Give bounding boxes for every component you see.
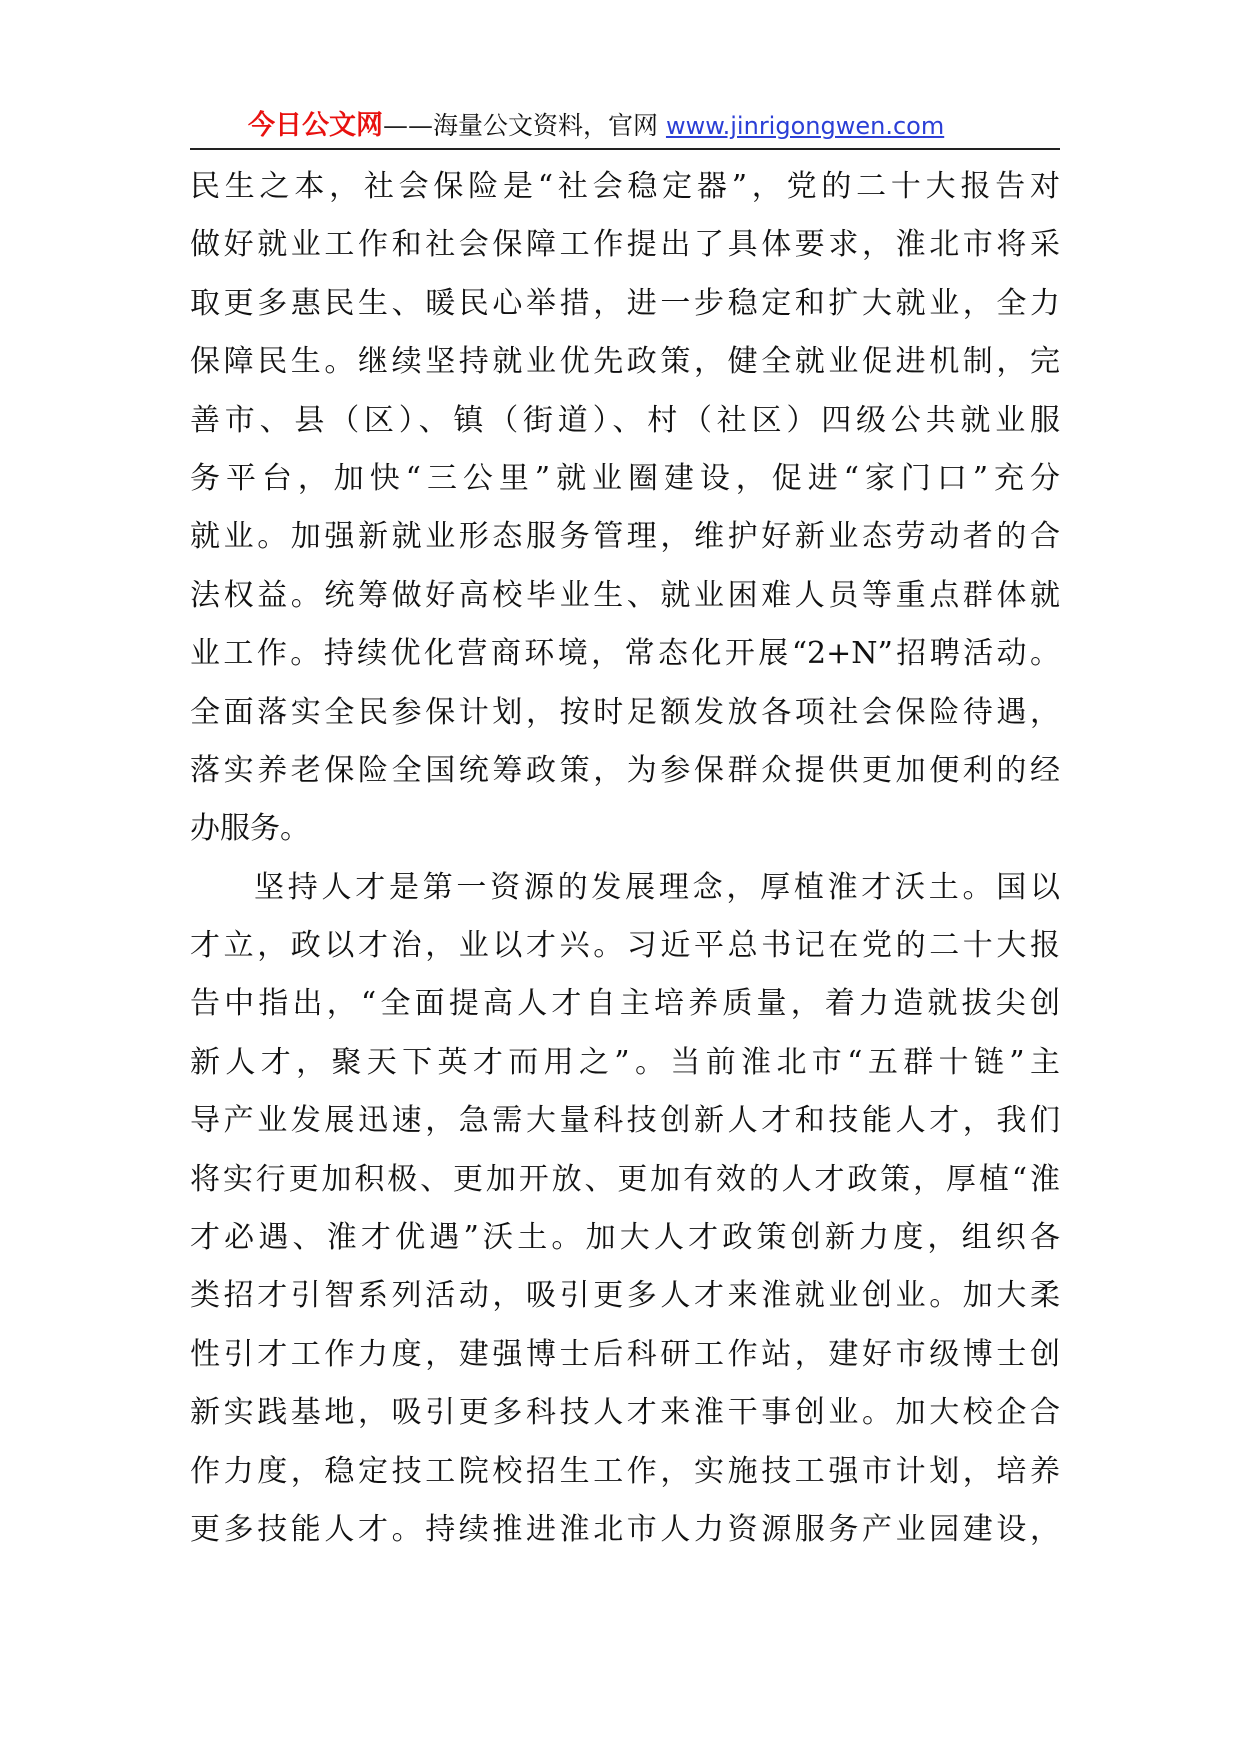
text-line: 才必遇、淮才优遇”沃土。加大人才政策创新力度，组织各 [190,1220,1060,1256]
text-line: 取更多惠民生、暖民心举措，进一步稳定和扩大就业，全力 [190,285,1060,321]
header-banner [248,110,944,142]
text-line: 业工作。持续优化营商环境，常态化开展“2+N”招聘活动。 [190,636,1060,672]
text-line: 办服务。 [190,811,310,847]
text-line: 性引才工作力度，建强博士后科研工作站，建好市级博士创 [190,1336,1060,1372]
text-line: 落实养老保险全国统筹政策，为参保群众提供更加便利的经 [190,752,1060,788]
site-brand: 今日公文网 [248,110,383,141]
text-line: 善市、县（区）、镇（街道）、村（社区）四级公共就业服 [190,402,1060,438]
text-line: 导产业发展迅速，急需大量科技创新人才和技能人才，我们 [190,1103,1060,1139]
page-header [190,106,1060,150]
text-line: 将实行更加积极、更加开放、更加有效的人才政策，厚植“淮 [190,1161,1060,1197]
paragraph [190,158,1060,859]
text-line: 法权益。统筹做好高校毕业生、就业困难人员等重点群体就 [190,577,1060,613]
header-separator: —— [383,111,433,140]
text-line: 更多技能人才。持续推进淮北市人力资源服务产业园建设， [190,1511,1060,1547]
text-line: 民生之本，社会保险是“社会稳定器”，党的二十大报告对 [190,169,1060,204]
text-line: 作力度，稳定技工院校招生工作，实施技工强市计划，培养 [190,1453,1060,1489]
text-line: 告中指出，“全面提高人才自主培养质量，着力造就拔尖创 [190,986,1060,1022]
text-line: 类招才引智系列活动，吸引更多人才来淮就业创业。加大柔 [190,1278,1060,1314]
text-line: 才立，政以才治，业以才兴。习近平总书记在党的二十大报 [190,928,1060,964]
header-tagline: 海量公文资料，官网 [433,111,666,140]
text-line: 务平台，加快“三公里”就业圈建设，促进“家门口”充分 [190,460,1060,496]
paragraph [190,859,1060,1560]
text-line: 坚持人才是第一资源的发展理念，厚植淮才沃土。国以 [254,869,1060,905]
document-body [190,158,1060,1559]
text-line: 保障民生。继续坚持就业优先政策，健全就业促进机制，完 [190,344,1060,380]
text-line: 全面落实全民参保计划，按时足额发放各项社会保险待遇， [190,694,1060,730]
text-line: 做好就业工作和社会保障工作提出了具体要求，淮北市将采 [190,227,1060,263]
text-line: 新人才，聚天下英才而用之”。当前淮北市“五群十链”主 [190,1044,1060,1080]
text-line: 新实践基地，吸引更多科技人才来淮干事创业。加大校企合 [190,1395,1060,1431]
text-line: 就业。加强新就业形态服务管理，维护好新业态劳动者的合 [190,519,1060,555]
site-url-link[interactable]: www.jinrigongwen.com [665,112,945,140]
